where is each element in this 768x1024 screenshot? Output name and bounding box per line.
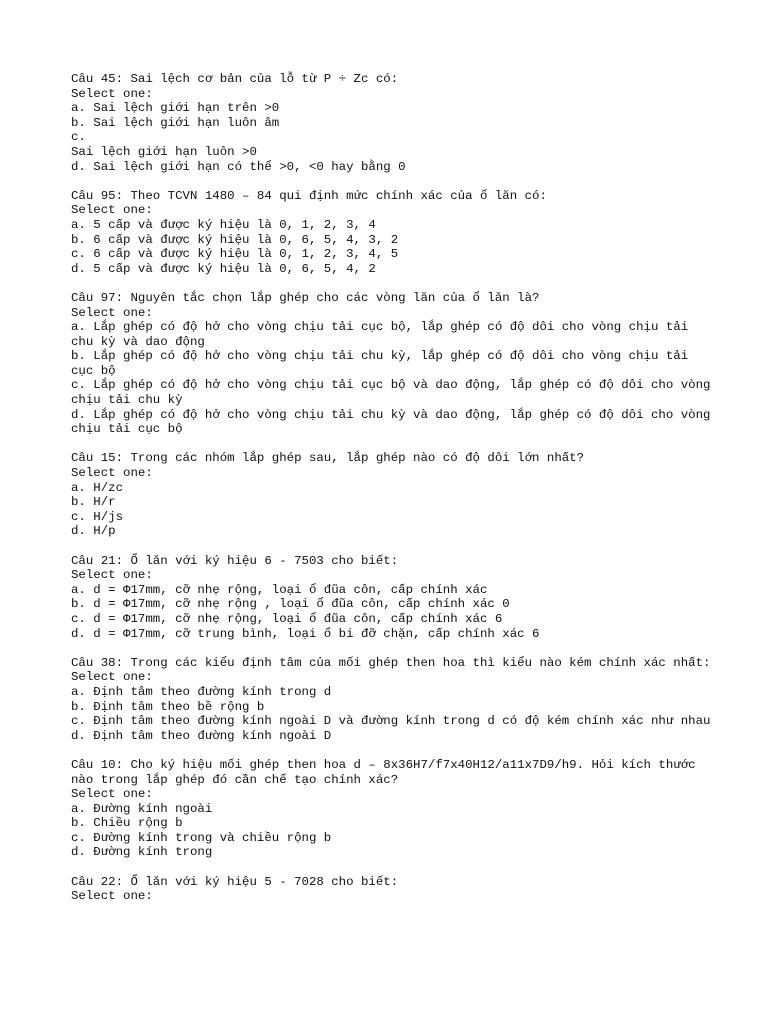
question-title: Câu 38: Trong các kiểu định tâm của mối ghép then hoa thì kiểu nào kém chính xác nhất: <box>71 655 711 670</box>
answer-option-b: b. Định tâm theo bề rộng b <box>71 699 265 714</box>
answer-option-c: c. d = Φ17mm, cỡ nhẹ rộng, loại ổ đũa côn, cấp chính xác 6 <box>71 611 503 626</box>
answer-option-a: a. Lắp ghép có độ hở cho vòng chịu tải cục bộ, lắp ghép có độ dôi cho vòng chịu tải chu kỳ và dao động <box>71 320 696 349</box>
question-10 <box>71 758 711 860</box>
answer-option-a: a. H/zc <box>71 480 124 495</box>
question-title: Câu 45: Sai lệch cơ bản của lỗ từ P ÷ Zc có: <box>71 72 399 86</box>
answer-option-c: c. Định tâm theo đường kính ngoài D và đường kính trong d có độ kém chính xác như nhau <box>71 714 711 729</box>
question-title: Câu 22: Ổ lăn với ký hiệu 5 - 7028 cho biết: <box>71 874 399 889</box>
select-one-label: Select one: <box>71 670 153 685</box>
question-title: Câu 10: Cho ký hiệu mối ghép then hoa d – 8x36H7/f7x40H12/a11x7D9/h9. Hỏi kích thước nào trong lắp ghép đó cần chế tạo chính xác? <box>71 757 704 787</box>
answer-option-a: a. 5 cấp và được ký hiệu là 0, 1, 2, 3, 4 <box>71 217 376 232</box>
answer-option-d: d. Sai lệch giới hạn có thể >0, <0 hay bằng 0 <box>71 159 406 174</box>
question-title: Câu 15: Trong các nhóm lắp ghép sau, lắp ghép nào có độ dôi lớn nhất? <box>71 451 585 466</box>
answer-option-c: c. H/js <box>71 509 124 524</box>
answer-option-c: c. 6 cấp và được ký hiệu là 0, 1, 2, 3, 4, 5 <box>71 247 399 262</box>
question-95 <box>71 189 711 277</box>
answer-option-c-text: Sai lệch giới hạn luôn >0 <box>71 144 257 159</box>
select-one-label: Select one: <box>71 305 153 320</box>
answer-option-d: d. Đường kính trong <box>71 845 213 860</box>
answer-option-a: a. Sai lệch giới hạn trên >0 <box>71 101 280 116</box>
question-21 <box>71 554 711 642</box>
answer-option-b: b. Sai lệch giới hạn luôn âm <box>71 115 280 130</box>
answer-option-b: b. Chiều rộng b <box>71 816 183 831</box>
document-body <box>71 72 718 918</box>
question-title: Câu 21: Ổ lăn với ký hiệu 6 - 7503 cho biết: <box>71 553 399 568</box>
answer-option-a: a. d = Φ17mm, cỡ nhẹ rộng, loại ổ đũa côn, cấp chính xác <box>71 582 488 597</box>
answer-option-d: d. H/p <box>71 524 116 539</box>
answer-option-d: d. 5 cấp và được ký hiệu là 0, 6, 5, 4, 2 <box>71 261 376 276</box>
answer-option-a: a. Đường kính ngoài <box>71 801 213 816</box>
select-one-label: Select one: <box>71 203 153 218</box>
answer-option-a: a. Định tâm theo đường kính trong d <box>71 684 332 699</box>
question-22 <box>71 875 711 904</box>
select-one-label: Select one: <box>71 86 153 101</box>
select-one-label: Select one: <box>71 889 153 904</box>
question-97 <box>71 290 718 437</box>
answer-option-d: d. Lắp ghép có độ hở cho vòng chịu tải chu kỳ và dao động, lắp ghép có độ dôi cho vòng chịu tải cục bộ <box>71 407 718 437</box>
answer-option-b: b. H/r <box>71 495 116 510</box>
answer-option-d: d. d = Φ17mm, cỡ trung bình, loại ổ bi đỡ chặn, cấp chính xác 6 <box>71 626 540 641</box>
answer-option-b: b. 6 cấp và được ký hiệu là 0, 6, 5, 4, 3, 2 <box>71 232 399 247</box>
question-title: Câu 97: Nguyên tắc chọn lắp ghép cho các vòng lăn của ổ lăn là? <box>71 290 540 305</box>
answer-option-b: b. d = Φ17mm, cỡ nhẹ rộng , loại ổ đũa côn, cấp chính xác 0 <box>71 597 510 612</box>
answer-option-c: c. <box>71 130 86 145</box>
question-15 <box>71 451 711 539</box>
question-title: Câu 95: Theo TCVN 1480 – 84 qui định mức chính xác của ổ lăn có: <box>71 188 547 203</box>
answer-option-b: b. Lắp ghép có độ hở cho vòng chịu tải chu kỳ, lắp ghép có độ dôi cho vòng chịu tải cục bộ <box>71 349 696 378</box>
select-one-label: Select one: <box>71 466 153 481</box>
question-38 <box>71 656 711 744</box>
answer-option-c: c. Lắp ghép có độ hở cho vòng chịu tải cục bộ và dao động, lắp ghép có độ dôi cho vòng chịu tải chu kỳ <box>71 378 718 408</box>
answer-option-c: c. Đường kính trong và chiều rộng b <box>71 830 332 845</box>
select-one-label: Select one: <box>71 568 153 583</box>
question-45 <box>71 72 711 174</box>
answer-option-d: d. Định tâm theo đường kính ngoài D <box>71 728 332 743</box>
select-one-label: Select one: <box>71 787 153 802</box>
